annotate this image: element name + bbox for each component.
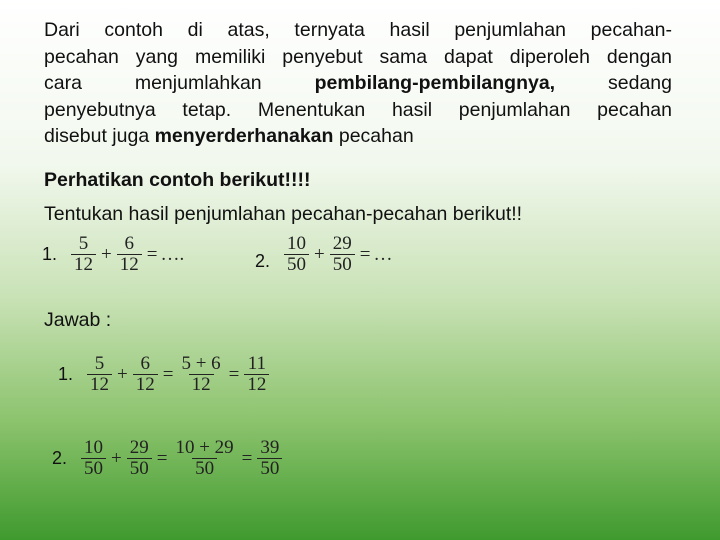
plus-sign: +: [314, 243, 325, 265]
denominator: 12: [244, 374, 269, 395]
numerator: 11: [247, 353, 267, 374]
denominator: 50: [330, 254, 355, 275]
numerator: 5: [78, 233, 89, 254]
numerator: 5 + 6: [181, 353, 221, 374]
problem-2: [255, 234, 392, 275]
intro-line-3: [44, 70, 672, 97]
numerator: 5: [94, 353, 105, 374]
problem-2-label: 2.: [255, 251, 271, 271]
equals-sign: =: [228, 363, 240, 385]
answer-2-fraction-a: [81, 438, 106, 479]
answer-1-fraction-a: [87, 354, 112, 395]
numerator: 29: [332, 233, 352, 254]
answer-2-fraction-sum: [172, 438, 236, 479]
equals-sign: =: [241, 447, 253, 469]
answer-1-label: 1.: [58, 364, 74, 384]
intro-line-5-text-b: pecahan: [333, 125, 414, 147]
numerator: 6: [140, 353, 150, 374]
problem-1-fraction-a: [71, 234, 96, 275]
problem-1: [42, 234, 184, 275]
denominator: 50: [192, 458, 217, 479]
numerator: 10: [287, 233, 307, 254]
answer-2-fraction-result: [257, 438, 282, 479]
plus-sign: +: [101, 243, 112, 265]
intro-line-5: [44, 123, 672, 150]
equals-sign: =: [156, 447, 168, 469]
equals-sign: =: [162, 363, 174, 385]
answer-1-fraction-sum: [178, 354, 223, 395]
denominator: 12: [71, 254, 96, 275]
numerator: 6: [124, 233, 134, 254]
intro-line-5-text-a: disebut juga: [44, 125, 155, 147]
answer-heading: Jawab :: [44, 309, 112, 331]
denominator: 12: [189, 374, 214, 395]
problem-1-label: 1.: [42, 244, 58, 264]
plus-sign: +: [111, 447, 122, 469]
intro-line-2: pecahan yang memiliki penyebut sama dapat diperoleh dengan: [44, 45, 672, 68]
problem-2-fraction-b: [330, 234, 355, 275]
numerator: 10: [84, 437, 104, 458]
intro-emphasis-pembilang: pembilang-pembilangnya,: [314, 72, 556, 94]
answer-1-fraction-b: [133, 354, 158, 395]
intro-line-3-text-a: cara menjumlahkan: [44, 72, 315, 94]
problem-1-fraction-b: [117, 234, 142, 275]
denominator: 50: [127, 458, 152, 479]
answer-1-fraction-result: [244, 354, 269, 395]
ellipsis: …: [373, 243, 393, 265]
intro-line-1: Dari contoh di atas, ternyata hasil penjumlahan pecahan-: [44, 19, 672, 41]
answer-2-fraction-b: [127, 438, 152, 479]
task-text: Tentukan hasil penjumlahan pecahan-pecahan berikut!!: [44, 203, 523, 225]
answer-2: [52, 438, 284, 479]
intro-emphasis-menyederhanakan: menyerderhanakan: [154, 125, 334, 147]
denominator: 50: [257, 458, 282, 479]
intro-line-4: penyebutnya tetap. Menentukan hasil penjumlahan pecahan: [44, 98, 672, 121]
denominator: 12: [117, 254, 142, 275]
equals-sign: =: [146, 243, 158, 265]
numerator: 39: [260, 437, 280, 458]
denominator: 50: [284, 254, 309, 275]
problem-2-fraction-a: [284, 234, 309, 275]
answer-2-label: 2.: [52, 448, 68, 468]
denominator: 12: [133, 374, 158, 395]
numerator: 29: [129, 437, 149, 458]
denominator: 50: [81, 458, 106, 479]
intro-line-3-text-b: sedang: [555, 72, 672, 94]
equals-sign: =: [359, 243, 371, 265]
answer-1: [58, 354, 271, 395]
example-heading: Perhatikan contoh berikut!!!!: [44, 169, 311, 191]
plus-sign: +: [117, 363, 128, 385]
ellipsis: ….: [160, 243, 185, 265]
denominator: 12: [87, 374, 112, 395]
intro-paragraph: [44, 17, 672, 150]
numerator: 10 + 29: [175, 437, 234, 458]
